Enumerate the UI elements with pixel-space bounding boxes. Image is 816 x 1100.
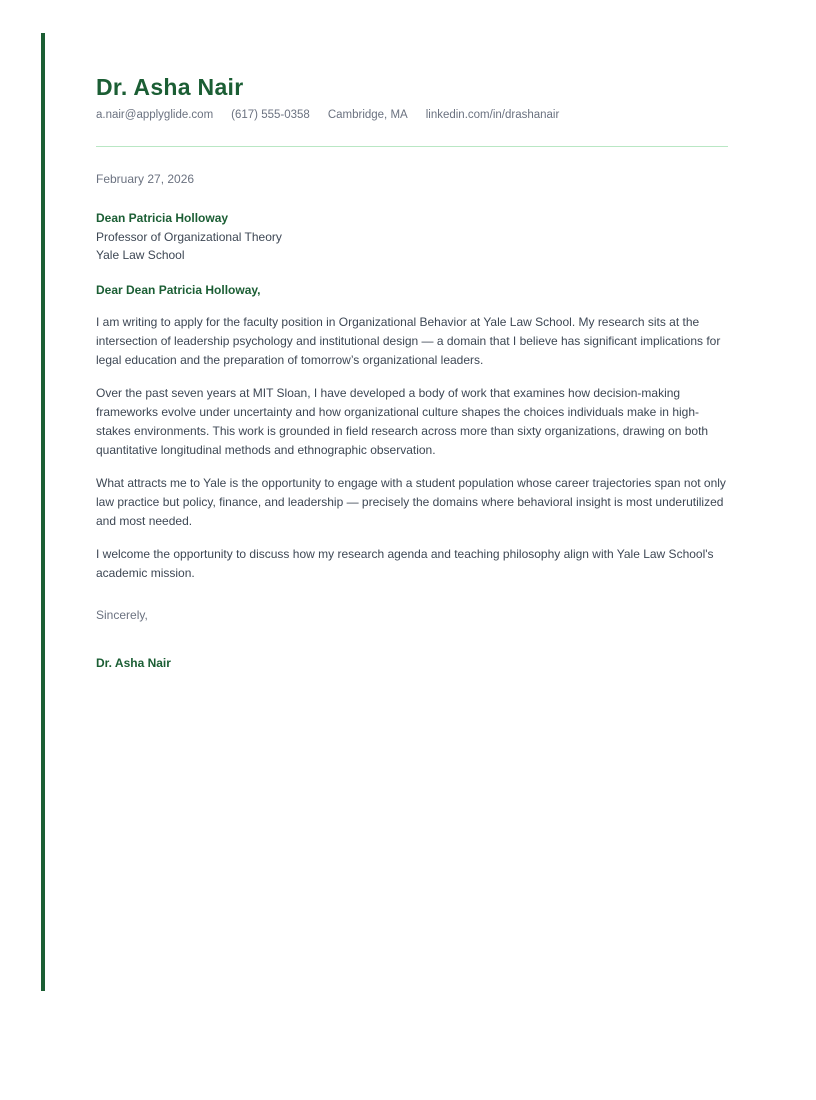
contact-location: Cambridge, MA [327, 109, 408, 121]
recipient-block [96, 209, 728, 265]
body-paragraph-2: Over the past seven years at MIT Sloan, I have developed a body of work that examines how decision-making frameworks evolve under uncertainty and how organizational culture shapes the choices individuals make in high-stakes environments. This work is grounded in field research across more than sixty organizations, drawing on both quantitative longitudinal methods and ethnographic observation. [96, 385, 709, 457]
contact-email: a.nair@applyglide.com [96, 109, 214, 121]
recipient-organization: Yale Law School [96, 248, 185, 262]
contact-info-row [96, 108, 728, 122]
recipient-name: Dean Patricia Holloway [96, 211, 229, 225]
contact-phone: (617) 555-0358 [231, 109, 310, 121]
body-paragraph-4: I welcome the opportunity to discuss how my research agenda and teaching philosophy align with Yale Law School's academic mission. [96, 546, 714, 580]
left-accent-bar [41, 33, 45, 991]
header-divider [96, 146, 728, 147]
body-paragraph-3: What attracts me to Yale is the opportunity to engage with a student population whose career trajectories span not only law practice but policy, finance, and leadership — precisely the domains where behavioral insight is most underutilized and most needed. [96, 475, 726, 528]
letter-date: February 27, 2026 [96, 172, 195, 186]
contact-linkedin: linkedin.com/in/drashanair [425, 109, 560, 121]
recipient-title: Professor of Organizational Theory [96, 229, 282, 244]
letter-content [96, 76, 728, 670]
signature-name: Dr. Asha Nair [96, 655, 171, 670]
salutation: Dear Dean Patricia Holloway, [96, 282, 261, 297]
body-paragraph-1: I am writing to apply for the faculty position in Organizational Behavior at Yale Law School. My research sits at the intersection of leadership psychology and institutional design — a domain that I believe has significant implications for legal education and the preparation of tomorrow’s organizational leaders. [96, 314, 721, 367]
closing-line: Sincerely, [96, 607, 148, 622]
sender-name-heading: Dr. Asha Nair [96, 74, 244, 100]
